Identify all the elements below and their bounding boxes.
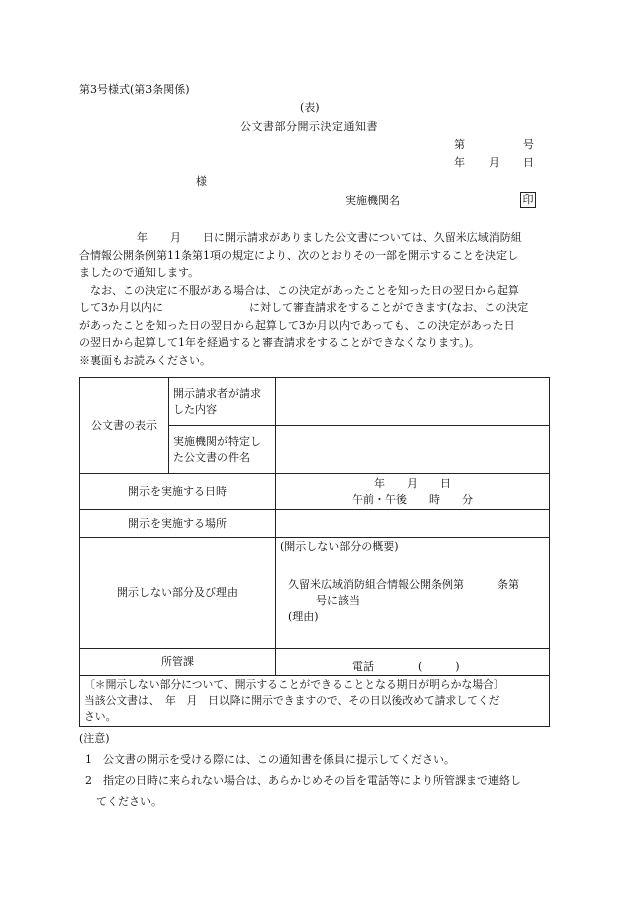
reason-label: (理由) bbox=[288, 610, 319, 623]
body-line-3: ましたので通知します。 bbox=[79, 266, 200, 279]
doc-display-label: 公文書の表示 bbox=[80, 378, 169, 474]
body-line-8: ※裏面もお読みください。 bbox=[79, 353, 211, 367]
number-go: 号 bbox=[523, 138, 534, 151]
body-line-2: 合情報公開条例第11条第1項の規定により、次のとおりその一部を開示することを決定し bbox=[79, 248, 518, 262]
identified-doc-value bbox=[276, 426, 550, 474]
side-label: (表) bbox=[300, 101, 320, 114]
place-label: 開示を実施する場所 bbox=[80, 510, 276, 538]
datetime-line1: 年 月 日 bbox=[374, 476, 451, 490]
body-line-5a: して3か月以内に bbox=[79, 301, 163, 314]
datetime-label: 開示を実施する日時 bbox=[80, 474, 276, 510]
number-dai: 第 bbox=[454, 138, 465, 151]
asterisk-line1: 〔＊開示しない部分について、開示することができることとなる期日が明らかな場合〕 bbox=[84, 678, 505, 691]
notes-heading: (注意) bbox=[79, 732, 110, 745]
note-1: 1 公文書の開示を受ける際には、この通知書を係員に提示してください。 bbox=[85, 753, 455, 766]
disclosure-table bbox=[79, 377, 550, 727]
date-tsuki: 月 bbox=[489, 156, 500, 169]
recipient-sama: 様 bbox=[196, 175, 207, 188]
asterisk-note bbox=[80, 676, 550, 727]
body-line-6: があったことを知った日の翌日から起算して3か月以内であっても、この決定があった日 bbox=[79, 318, 515, 332]
body-line-5 bbox=[79, 299, 549, 317]
body-line-5b: に対して審査請求をすることができます(なお、この決定 bbox=[249, 301, 529, 314]
asterisk-line3: さい。 bbox=[84, 710, 117, 723]
date-hi: 日 bbox=[523, 156, 534, 169]
datetime-value bbox=[276, 474, 550, 510]
overview-label: (開示しない部分の概要) bbox=[280, 540, 399, 553]
note-2b: てください。 bbox=[85, 795, 162, 808]
datetime-line2: 午前・午後 時 分 bbox=[352, 492, 473, 506]
section-label: 所管課 bbox=[80, 649, 276, 676]
request-content-label bbox=[169, 378, 276, 426]
nondisclosed-label: 開示しない部分及び理由 bbox=[80, 538, 276, 649]
form-number: 第3号様式(第3条関係) bbox=[79, 83, 190, 96]
identified-doc-line2: た公文書の件名 bbox=[173, 450, 250, 464]
agency-label: 実施機関名 bbox=[345, 194, 400, 207]
body-line-7: の翌日から起算して1年を経過すると審査請求をすることができなくなります。)。 bbox=[79, 336, 480, 349]
note-2a: 2 指定の日時に来られない場合は、あらかじめその旨を電話等により所管課まで連絡し bbox=[85, 774, 521, 787]
ordinance-line1: 久留米広域消防組合情報公開条例第 条第 bbox=[288, 578, 519, 591]
body-text bbox=[79, 229, 549, 369]
page-title: 公文書部分開示決定通知書 bbox=[240, 120, 378, 133]
seal-icon: 印 bbox=[520, 192, 536, 208]
phone-value: 電話 ( ) bbox=[276, 649, 550, 676]
date-nen: 年 bbox=[454, 156, 465, 169]
request-content-line1: 開示請求者が請求 bbox=[173, 386, 261, 400]
place-value bbox=[276, 510, 550, 538]
ordinance-line2: 号に該当 bbox=[316, 594, 360, 607]
identified-doc-label bbox=[169, 426, 276, 474]
body-line-4: なお、この決定に不服がある場合は、この決定があったことを知った日の翌日から起算 bbox=[79, 283, 519, 297]
request-content-line2: した内容 bbox=[173, 402, 217, 416]
notes-section bbox=[79, 728, 549, 812]
body-line-1: 年 月 日に開示請求がありました公文書については、久留米広域消防組 bbox=[137, 231, 522, 244]
identified-doc-line1: 実施機関が特定し bbox=[173, 434, 261, 448]
request-content-value bbox=[276, 378, 550, 426]
asterisk-line2: 当該公文書は、 年 月 日以降に開示できますので、その日以後改めて請求してくだ bbox=[84, 694, 500, 707]
nondisclosed-value bbox=[276, 538, 550, 649]
seal-mark bbox=[520, 192, 536, 208]
